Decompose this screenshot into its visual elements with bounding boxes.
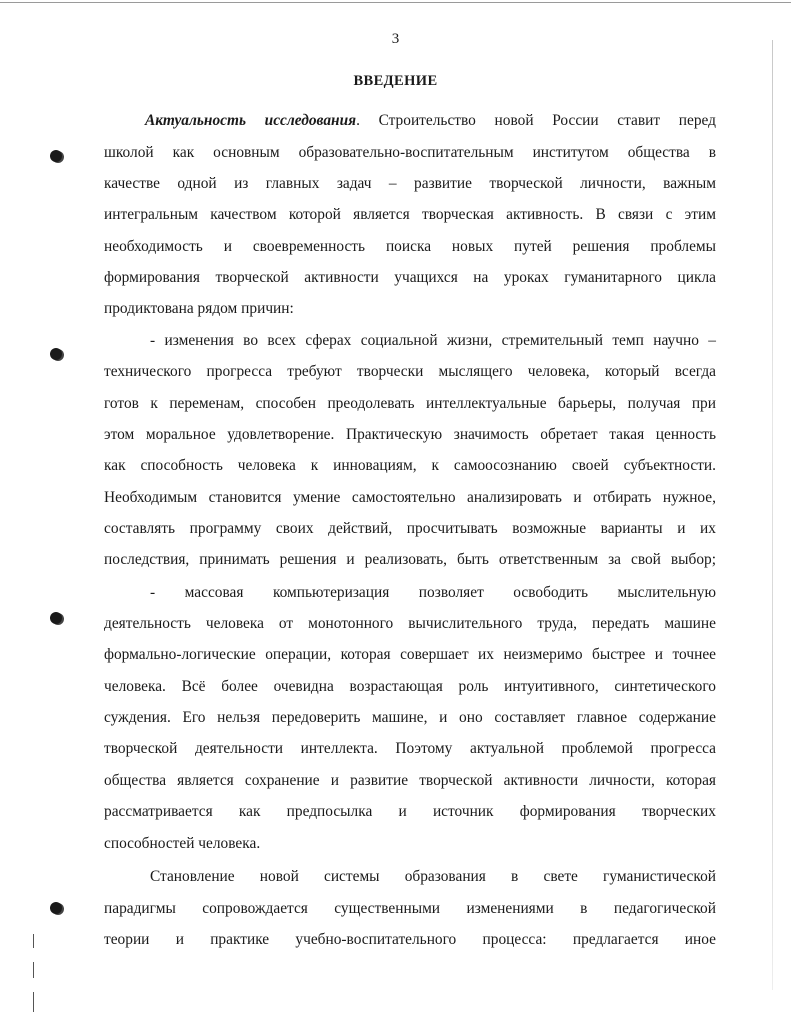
section-heading: ВВЕДЕНИЕ	[353, 73, 438, 89]
paragraph-line: формирования творческой активности учащихся на уроках гуманитарного цикла	[104, 269, 716, 286]
emphasized-lead: Актуальность исследования	[145, 112, 357, 129]
paragraph-line: человека. Всё более очевидна возрастающая роль интуитивного, синтетического	[104, 678, 716, 695]
margin-scan-mark	[33, 934, 34, 948]
page-right-edge-shadow	[772, 40, 773, 990]
page-number: 3	[391, 31, 400, 47]
paragraph-line: школой как основным образовательно-воспитательным институтом общества в	[104, 144, 716, 161]
paragraph-line: деятельность человека от монотонного вычислительного труда, передать машине	[104, 615, 716, 632]
punch-hole-mark	[50, 612, 62, 624]
paragraph-line: готов к переменам, способен преодолевать интеллектуальные барьеры, получая при	[104, 395, 716, 412]
paragraph-line: Необходимым становится умение самостоятельно анализировать и отбирать нужное,	[104, 489, 716, 506]
paragraph-line: как способность человека к инновациям, к самоосознанию своей субъектности.	[104, 457, 716, 474]
paragraph-line: этом моральное удовлетворение. Практическую значимость обретает такая ценность	[104, 426, 716, 443]
paragraph-line: - изменения во всех сферах социальной жизни, стремительный темп научно –	[150, 332, 716, 349]
paragraph-line: рассматривается как предпосылка и источник формирования творческих	[104, 803, 716, 820]
paragraph-line: Актуальность исследования. Строительство новой России ставит перед	[145, 112, 716, 129]
paragraph-line: творческой деятельности интеллекта. Поэтому актуальной проблемой прогресса	[104, 740, 716, 757]
paragraph-line: способностей человека.	[104, 835, 261, 852]
paragraph-line: технического прогресса требуют творчески мыслящего человека, который всегда	[104, 363, 716, 380]
scan-edge-line	[0, 2, 791, 3]
paragraph-line: парадигмы сопровождается существенными изменениями в педагогической	[104, 900, 716, 917]
paragraph-line: общества является сохранение и развитие творческой активности личности, которая	[104, 772, 716, 789]
paragraph-line: формально-логические операции, которая совершает их неизмеримо быстрее и точнее	[104, 646, 716, 663]
paragraph-line: качестве одной из главных задач – развитие творческой личности, важным	[104, 175, 716, 192]
paragraph-line: необходимость и своевременность поиска новых путей решения проблемы	[104, 238, 716, 255]
paragraph-line: теории и практике учебно-воспитательного процесса: предлагается иное	[104, 931, 716, 948]
paragraph-line: - массовая компьютеризация позволяет освободить мыслительную	[150, 584, 716, 601]
paragraph-line: составлять программу своих действий, просчитывать возможные варианты и их	[104, 520, 716, 537]
paragraph-line: Становление новой системы образования в свете гуманистической	[150, 868, 716, 885]
paragraph-line: последствия, принимать решения и реализовать, быть ответственным за свой выбор;	[104, 551, 716, 568]
margin-scan-mark	[33, 992, 34, 1012]
punch-hole-mark	[50, 902, 62, 914]
paragraph-line: суждения. Его нельзя передоверить машине, и оно составляет главное содержание	[104, 709, 716, 726]
punch-hole-mark	[50, 348, 62, 360]
paragraph-line: продиктована рядом причин:	[104, 300, 294, 317]
paragraph-line: интегральным качеством которой является творческая активность. В связи с этим	[104, 206, 716, 223]
punch-hole-mark	[50, 150, 62, 162]
margin-scan-mark	[33, 962, 34, 978]
